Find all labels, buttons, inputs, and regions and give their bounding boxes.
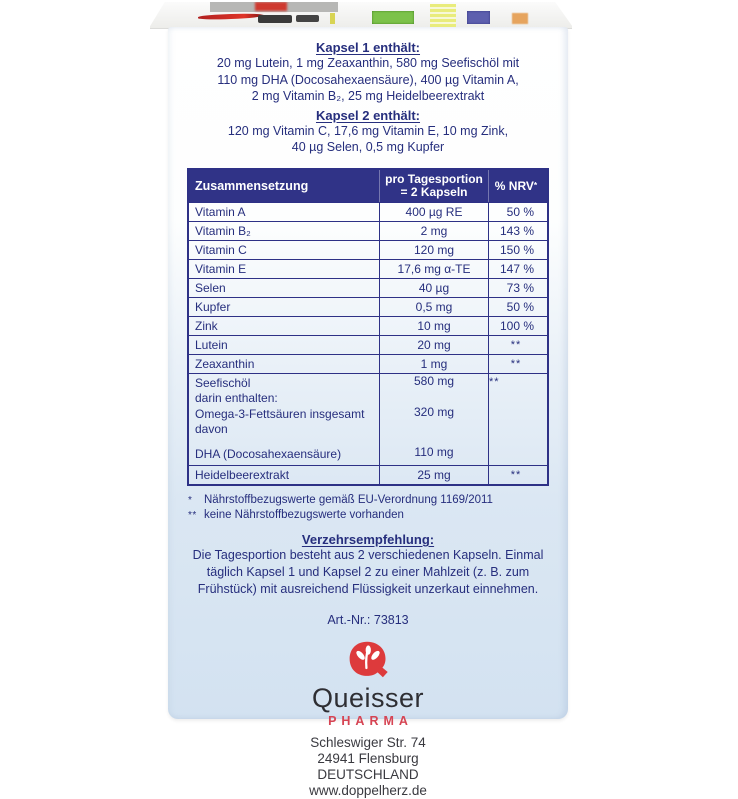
header-per-portion: pro Tagesportion = 2 Kapseln [379,170,488,202]
footnote [188,493,548,508]
dosage-heading: Verzehrsempfehlung: [301,532,435,547]
row-nrv-cell [488,279,543,297]
row-nrv-cell [488,466,543,484]
row-name-line: davon [195,422,228,436]
footnote-marker: ** [188,510,197,521]
nrv-value: 50 % [506,299,534,314]
no-nrv-marker: ** [510,469,522,481]
dosage-text-line: Frühstück) mit ausreichend Flüssigkeit unzerkaut einnehmen. [197,582,539,596]
no-nrv-marker: ** [510,357,522,370]
row-value-cell: 120 mg [379,241,488,259]
kapsel-1-content-line: 110 mg DHA (Docosahexaensäure), 400 µg Vitamin A, [217,72,519,87]
row-name-line: darin enthalten: [195,391,278,405]
kapsel-2-contents [168,123,568,156]
nrv-value: 50 % [506,204,534,219]
nrv-value: 73 % [506,280,534,295]
dosage-text [168,547,568,598]
footnote-marker: * [188,495,193,506]
row-value-cell: 17,6 mg α-TE [379,260,488,278]
no-nrv-marker: ** [510,338,522,351]
row-nrv-cell [488,336,543,354]
row-value-cell: 40 µg [379,279,488,297]
table-row [189,354,547,373]
row-value-line [380,420,488,436]
queisser-logo-icon [168,640,568,682]
row-name-cell: Zeaxanthin [195,356,255,371]
kapsel-1-contents [168,55,568,105]
row-nrv-cell [488,355,543,373]
address-line: Schleswiger Str. 74 [310,735,426,750]
row-value-cell: 400 µg RE [379,203,488,221]
footnotes [188,493,548,523]
row-value-cell: 0,5 mg [379,298,488,316]
row-value-cell: 2 mg [379,222,488,240]
row-value-line: 110 mg [414,444,454,459]
kapsel-2-content-line: 40 µg Selen, 0,5 mg Kupfer [291,140,445,154]
footnote-text: Nährstoffbezugswerte gemäß EU-Verordnung 1169/2011 [204,494,493,506]
kapsel-1-content-line: 2 mg Vitamin B₂, 25 mg Heidelbeerextrakt [251,89,485,103]
row-name-cell: Vitamin B₂ [195,223,251,238]
table-row [189,221,547,240]
nrv-value: 143 % [499,223,534,238]
row-name-cell: Zink [195,318,218,333]
nutrition-table-body [189,202,547,485]
kapsel-1-heading: Kapsel 1 enthält: [315,40,421,55]
header-composition: Zusammensetzung [195,178,309,193]
row-name-line: Omega-3-Fettsäuren insgesamt [195,406,365,421]
table-row [189,240,547,259]
row-nrv-cell [488,298,543,316]
row-nrv-cell [488,241,543,259]
table-row [189,259,547,278]
flap-green-print-fragment [372,11,414,24]
table-row [189,335,547,354]
row-nrv-cell [488,203,543,221]
header-nrv: % NRV * [488,170,543,202]
row-name-cell: Lutein [195,337,228,352]
table-row [189,297,547,316]
package-back-panel [168,27,568,798]
address-line: www.doppelherz.de [309,783,427,798]
row-name-cell: Selen [195,280,226,295]
brand-name: Queisser [311,683,425,713]
row-name-cell [189,374,379,466]
manufacturer-address [168,735,568,799]
row-value-line: 320 mg [413,404,455,419]
flap-brand-logo-fragment [255,2,287,11]
nrv-value: 147 % [499,261,534,276]
row-name-cell: Vitamin C [195,242,247,257]
row-value-cell: 25 mg [379,466,488,484]
no-nrv-marker: ** [489,375,500,388]
table-row [189,373,547,466]
table-row [189,465,547,484]
row-value-line: 580 mg [413,373,455,388]
row-nrv-cell [488,260,543,278]
footnote [188,508,548,523]
row-value-cell: 10 mg [379,317,488,335]
brand-subname: PHARMA [328,714,413,728]
row-nrv-cell [488,317,543,335]
table-row [189,278,547,297]
flap-dark-print-fragment [296,15,319,22]
nutrition-table [187,168,549,487]
article-number: Art.-Nr.: 73813 [327,613,409,627]
address-line: DEUTSCHLAND [317,767,419,782]
row-value-cell [379,374,488,466]
row-value-line [380,389,488,405]
kapsel-2-heading: Kapsel 2 enthält: [315,107,421,123]
row-name-cell: Kupfer [195,299,231,314]
kapsel-1-content-line: 20 mg Lutein, 1 mg Zeaxanthin, 580 mg Seefischöl mit [216,56,520,70]
row-nrv-cell [488,222,543,240]
table-row [189,202,547,221]
address-line: 24941 Flensburg [317,751,419,766]
flap-red-swoosh [198,13,264,20]
row-value-cell: 20 mg [379,336,488,354]
row-name-cell: Vitamin A [195,204,246,219]
flap-blue-print-fragment [467,11,490,24]
row-name-line: Seefischöl [195,375,251,390]
nutrition-table-header [189,170,547,202]
dosage-text-line: täglich Kapsel 1 und Kapsel 2 zu einer Mahlzeit (z. B. zum [206,565,530,579]
nrv-value: 150 % [499,242,534,257]
nrv-value: 100 % [499,318,534,333]
flap-orange-print-fragment [512,13,528,24]
flap-lime-text-fragment [430,4,456,28]
row-value-cell: 1 mg [379,355,488,373]
row-name-cell: Heidelbeerextrakt [195,468,290,482]
kapsel-2-content-line: 120 mg Vitamin C, 17,6 mg Vitamin E, 10 mg Zink, [227,123,509,138]
box-top-flap [150,2,572,29]
row-name-cell: Vitamin E [195,261,247,276]
flap-yellow-mark [330,13,335,24]
row-nrv-cell [488,374,543,466]
dosage-text-line: Die Tagesportion besteht aus 2 verschiedenen Kapseln. Einmal [192,548,544,562]
table-row [189,316,547,335]
flap-dark-print-fragment [258,15,292,23]
row-name-line: DHA (Docosahexaensäure) [195,446,342,461]
footnote-text: keine Nährstoffbezugswerte vorhanden [204,509,404,521]
